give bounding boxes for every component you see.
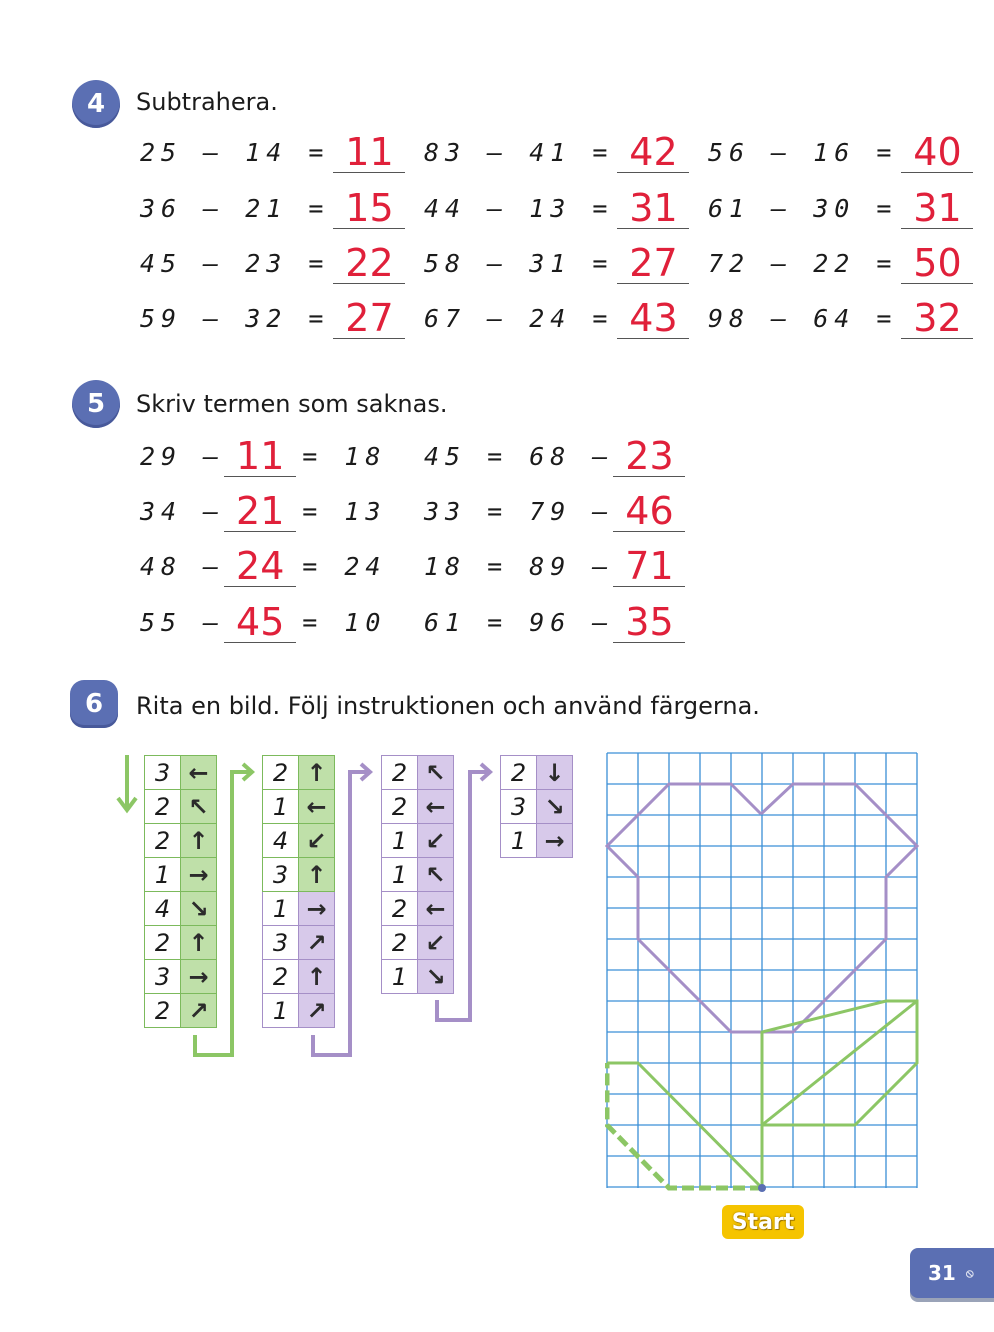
drawing-grid [605,752,921,1194]
ex4-equation [708,298,973,339]
equation-suffix: = 13 [302,497,387,526]
equation-prefix: 34 – [140,497,225,526]
direction-arrow-icon: ↗ [181,994,217,1028]
direction-arrow-icon: → [181,858,217,892]
instruction-row [501,790,573,824]
equation-suffix: = 24 [302,552,387,581]
equation-prefix: 55 – [140,608,225,637]
answer-field[interactable]: 27 [333,298,405,339]
equation-text: 72 – 22 = [708,249,898,278]
step-count: 2 [382,756,418,790]
answer-field[interactable]: 71 [613,546,685,587]
direction-arrow-icon: ↖ [418,756,454,790]
exercise-6-gear-badge: 6 [70,680,118,728]
equation-text: 59 – 32 = [140,304,330,333]
direction-arrow-icon: ↑ [181,824,217,858]
answer-field[interactable]: 11 [333,132,405,173]
ex4-equation [140,243,405,284]
step-count: 2 [382,790,418,824]
direction-arrow-icon: ↗ [299,994,335,1028]
direction-arrow-icon: ↙ [418,824,454,858]
step-count: 1 [382,960,418,994]
direction-arrow-icon: ↑ [299,858,335,892]
ex4-equation [708,243,973,284]
equation-prefix: 33 = 79 – [424,497,614,526]
answer-field[interactable]: 43 [617,298,689,339]
equation-text: 56 – 16 = [708,138,898,167]
page-number-text: 31 [928,1261,956,1285]
direction-arrow-icon: ↗ [299,926,335,960]
page-corner-icon: ⦸ [965,1265,974,1280]
direction-arrow-icon: ↖ [181,790,217,824]
equation-text: 45 – 23 = [140,249,330,278]
step-count: 2 [145,926,181,960]
table-connector-arrows [110,750,510,1070]
direction-arrow-icon: ← [299,790,335,824]
ex5-right-equation [424,602,685,643]
direction-arrow-icon: ↑ [299,756,335,790]
ex4-equation [424,243,689,284]
ex4-equation [140,188,405,229]
answer-field[interactable]: 40 [901,132,973,173]
step-count: 3 [501,790,537,824]
start-point [758,1184,766,1192]
equation-text: 25 – 14 = [140,138,330,167]
step-count: 1 [145,858,181,892]
equation-prefix: 18 = 89 – [424,552,614,581]
direction-arrow-icon: ↘ [418,960,454,994]
step-count: 3 [145,960,181,994]
direction-arrow-icon: ↓ [537,756,573,790]
equation-prefix: 61 = 96 – [424,608,614,637]
ex4-equation [424,132,689,173]
equation-text: 67 – 24 = [424,304,614,333]
step-count: 1 [382,824,418,858]
step-count: 1 [382,858,418,892]
step-count: 1 [263,994,299,1028]
ex4-equation [424,298,689,339]
answer-field[interactable]: 31 [617,188,689,229]
answer-field[interactable]: 27 [617,243,689,284]
start-label: Start [722,1205,804,1239]
ex5-left-equation [140,491,386,532]
answer-field[interactable]: 15 [333,188,405,229]
step-count: 2 [382,892,418,926]
equation-text: 83 – 41 = [424,138,614,167]
answer-field[interactable]: 23 [613,436,685,477]
ex4-equation [140,298,405,339]
ex4-equation [424,188,689,229]
ex5-left-equation [140,602,386,643]
direction-arrow-icon: ← [418,892,454,926]
equation-text: 98 – 64 = [708,304,898,333]
step-count: 2 [145,824,181,858]
direction-arrow-icon: → [299,892,335,926]
step-count: 4 [263,824,299,858]
step-count: 1 [501,824,537,858]
answer-field[interactable]: 31 [901,188,973,229]
step-count: 4 [145,892,181,926]
direction-arrow-icon: → [181,960,217,994]
ex4-equation [708,132,973,173]
direction-arrow-icon: ↖ [418,858,454,892]
direction-arrow-icon: ↙ [418,926,454,960]
answer-field[interactable]: 32 [901,298,973,339]
exercise-4-title: Subtrahera. [136,88,278,116]
equation-suffix: = 18 [302,442,387,471]
equation-suffix: = 10 [302,608,387,637]
step-count: 3 [145,756,181,790]
step-count: 2 [145,790,181,824]
direction-arrow-icon: → [537,824,573,858]
exercise-4-badge: 4 [72,80,120,128]
direction-arrow-icon: ← [181,756,217,790]
answer-field[interactable]: 50 [901,243,973,284]
direction-arrow-icon: ← [418,790,454,824]
answer-field[interactable]: 35 [613,602,685,643]
step-count: 2 [501,756,537,790]
ex5-left-equation [140,546,386,587]
ex5-left-equation [140,436,386,477]
step-count: 3 [263,926,299,960]
answer-field[interactable]: 11 [224,436,296,477]
step-count: 1 [263,892,299,926]
equation-prefix: 29 – [140,442,225,471]
page-number [910,1248,994,1298]
answer-field[interactable]: 22 [333,243,405,284]
answer-field[interactable]: 45 [224,602,296,643]
instruction-row [501,756,573,790]
direction-arrow-icon: ↘ [181,892,217,926]
exercise-5-title: Skriv termen som saknas. [136,390,448,418]
step-count: 3 [263,858,299,892]
answer-field[interactable]: 21 [224,491,296,532]
equation-text: 44 – 13 = [424,194,614,223]
step-count: 2 [382,926,418,960]
direction-arrow-icon: ↑ [299,960,335,994]
direction-arrow-icon: ↘ [537,790,573,824]
ex5-right-equation [424,436,685,477]
step-count: 1 [263,790,299,824]
answer-field[interactable]: 42 [617,132,689,173]
equation-text: 61 – 30 = [708,194,898,223]
step-count: 2 [263,960,299,994]
instruction-row [501,824,573,858]
equation-prefix: 48 – [140,552,225,581]
direction-arrow-icon: ↑ [181,926,217,960]
equation-text: 58 – 31 = [424,249,614,278]
exercise-5-badge: 5 [72,380,120,428]
exercise-6-title: Rita en bild. Följ instruktionen och använd färgerna. [136,692,760,720]
instruction-table-4 [500,755,573,858]
answer-field[interactable]: 24 [224,546,296,587]
equation-prefix: 45 = 68 – [424,442,614,471]
answer-field[interactable]: 46 [613,491,685,532]
ex5-right-equation [424,491,685,532]
direction-arrow-icon: ↙ [299,824,335,858]
ex4-equation [140,132,405,173]
equation-text: 36 – 21 = [140,194,330,223]
ex5-right-equation [424,546,685,587]
ex4-equation [708,188,973,229]
step-count: 2 [145,994,181,1028]
step-count: 2 [263,756,299,790]
